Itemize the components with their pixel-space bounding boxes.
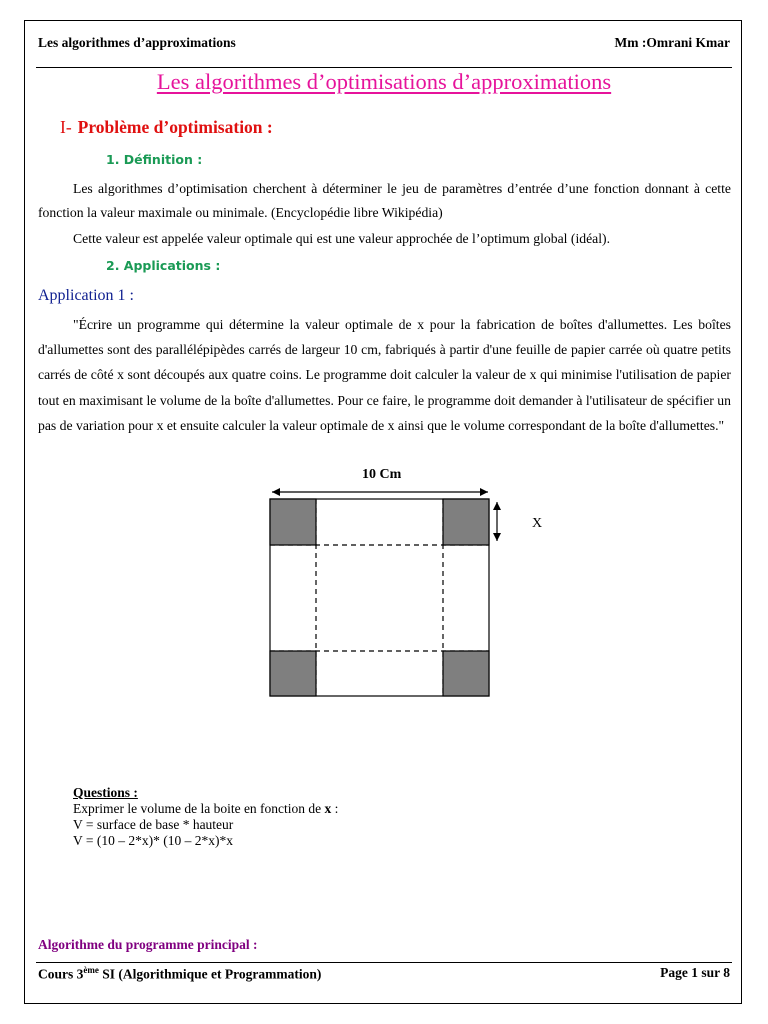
header-left: Les algorithmes d’approximations bbox=[38, 35, 236, 50]
algorithm-heading: Algorithme du programme principal : bbox=[38, 937, 258, 952]
question-line-1-var: x bbox=[324, 801, 332, 816]
question-line-1 bbox=[73, 801, 338, 817]
corner-square-bottom-left bbox=[270, 651, 316, 696]
questions-heading: Questions : bbox=[73, 785, 138, 800]
definition-paragraph-2: Cette valeur est appelée valeur optimale qui est une valeur approchée de l’optimum global (idéal). bbox=[73, 231, 611, 246]
section-label: Problème d’optimisation : bbox=[77, 117, 273, 137]
definition-heading: 1. Définition : bbox=[106, 152, 203, 167]
section-number: I- bbox=[60, 117, 72, 137]
question-line-1-suffix: : bbox=[331, 801, 339, 816]
side-label: X bbox=[532, 516, 543, 531]
corner-square-bottom-right bbox=[443, 651, 489, 696]
page-title-text: Les algorithmes d’optimisations d’approximations bbox=[156, 69, 612, 94]
question-line-2: V = surface de base * hauteur bbox=[73, 817, 234, 832]
footer-course: Cours 3 bbox=[38, 966, 84, 982]
width-label: 10 Cm bbox=[362, 467, 402, 482]
application-1-body: "Écrire un programme qui détermine la valeur optimale de x pour la fabrication de boîtes d'allumettes. Les boîtes d'allumettes sont des parallélépipèdes carrés de largeur 10 cm, fabriqués à partir d'une feuille de papier carrée où quatre petits carrés de côté x sont découpés aux quatre coins. Le programme doit calculer la valeur de x qui minimise l'utilisation de papier tout en maximisant le volume de la boîte d'allumettes. Pour ce faire, le programme doit demander à l'utilisateur de spécifier un pas de variation pour x et ensuite calculer la valeur optimale de x ainsi que le volume correspondant de la boîte d'allumettes." bbox=[38, 317, 731, 433]
corner-square-top-right bbox=[443, 499, 489, 545]
footer-divider bbox=[36, 962, 732, 963]
application-1-title: Application 1 : bbox=[38, 287, 134, 304]
footer-sup: ème bbox=[83, 965, 99, 975]
header-right: Mm :Omrani Kmar bbox=[614, 35, 730, 50]
questions-block bbox=[73, 785, 338, 849]
footer-left bbox=[38, 965, 321, 983]
definition-paragraph-1: Les algorithmes d’optimisation cherchent à déterminer le jeu de paramètres d’entrée d’une fonction donnant à cette fonction la valeur maximale ou minimale. (Encyclopédie libre Wikipédia) bbox=[38, 181, 731, 220]
question-line-3: V = (10 – 2*x)* (10 – 2*x)*x bbox=[73, 833, 233, 848]
corner-square-top-left bbox=[270, 499, 316, 545]
footer-course-rest: SI (Algorithmique et Programmation) bbox=[98, 966, 322, 982]
question-line-1-text: Exprimer le volume de la boite en fonction de bbox=[73, 801, 325, 816]
page-number: Page 1 sur 8 bbox=[660, 965, 730, 980]
applications-heading: 2. Applications : bbox=[106, 258, 221, 273]
